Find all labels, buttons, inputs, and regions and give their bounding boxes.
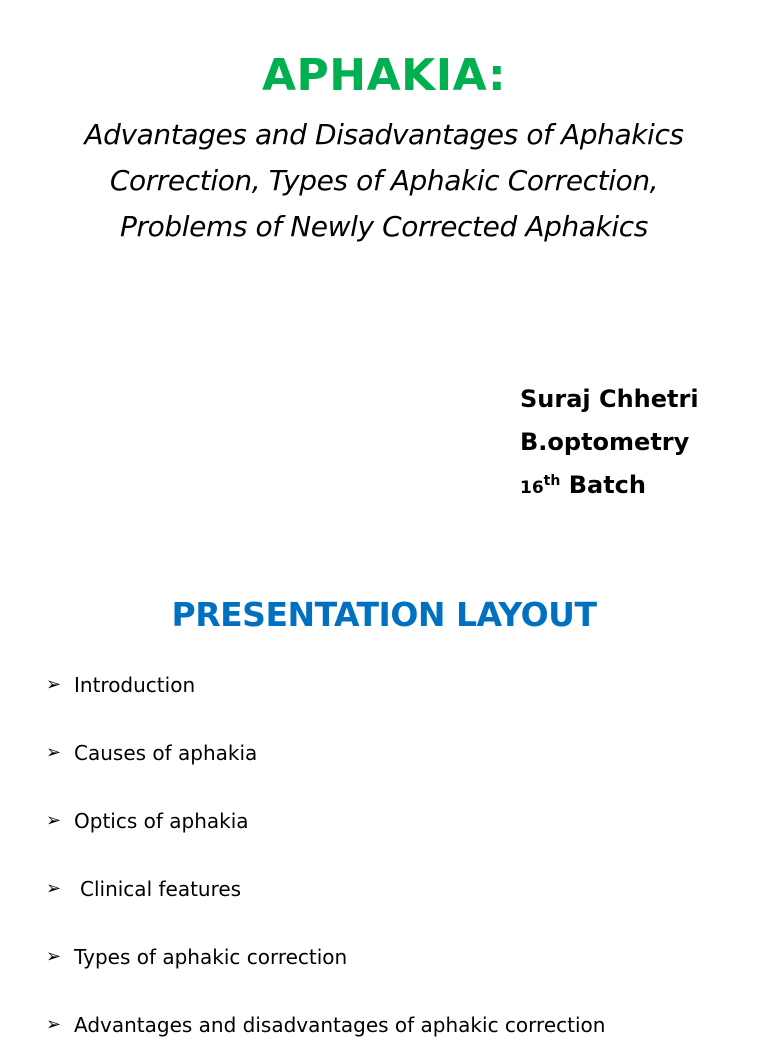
batch-number (520, 473, 561, 498)
arrow-bullet-icon: ➢ (46, 742, 62, 763)
subtitle (20, 112, 748, 250)
arrow-bullet-icon: ➢ (46, 810, 62, 831)
subtitle-line-3: Problems of Newly Corrected Aphakics (120, 210, 648, 243)
agenda-item (46, 719, 762, 787)
agenda-list (46, 651, 762, 1059)
agenda-item-label: Optics of aphakia (74, 809, 249, 833)
agenda-item (46, 787, 762, 855)
agenda-item-label: Causes of aphakia (74, 741, 258, 765)
arrow-bullet-icon: ➢ (46, 674, 62, 695)
agenda-item-label: Types of aphakic correction (74, 945, 348, 969)
layout-slide (0, 545, 768, 1037)
layout-title: PRESENTATION LAYOUT (171, 595, 597, 634)
agenda-item (46, 991, 762, 1059)
main-title: APHAKIA: (261, 50, 507, 101)
arrow-bullet-icon: ➢ (46, 1014, 62, 1035)
author-batch (520, 464, 760, 510)
subtitle-line-1: Advantages and Disadvantages of Aphakics (84, 118, 684, 151)
batch-suffix: th (543, 473, 561, 489)
agenda-item-label: Advantages and disadvantages of aphakic correction (74, 1013, 606, 1037)
arrow-bullet-icon: ➢ (46, 946, 62, 967)
author-program: B.optometry (520, 428, 690, 456)
agenda-item-label: Clinical features (80, 877, 242, 901)
subtitle-line-2: Correction, Types of Aphakic Correction, (109, 164, 659, 197)
agenda-item-label: Introduction (74, 673, 196, 697)
agenda-item (46, 855, 762, 923)
author-block (520, 378, 760, 510)
batch-number-value: 16 (520, 478, 544, 498)
agenda-item (46, 651, 762, 719)
arrow-bullet-icon: ➢ (46, 878, 62, 899)
agenda-item (46, 923, 762, 991)
batch-word: Batch (568, 471, 646, 499)
author-name: Suraj Chhetri (520, 385, 699, 413)
